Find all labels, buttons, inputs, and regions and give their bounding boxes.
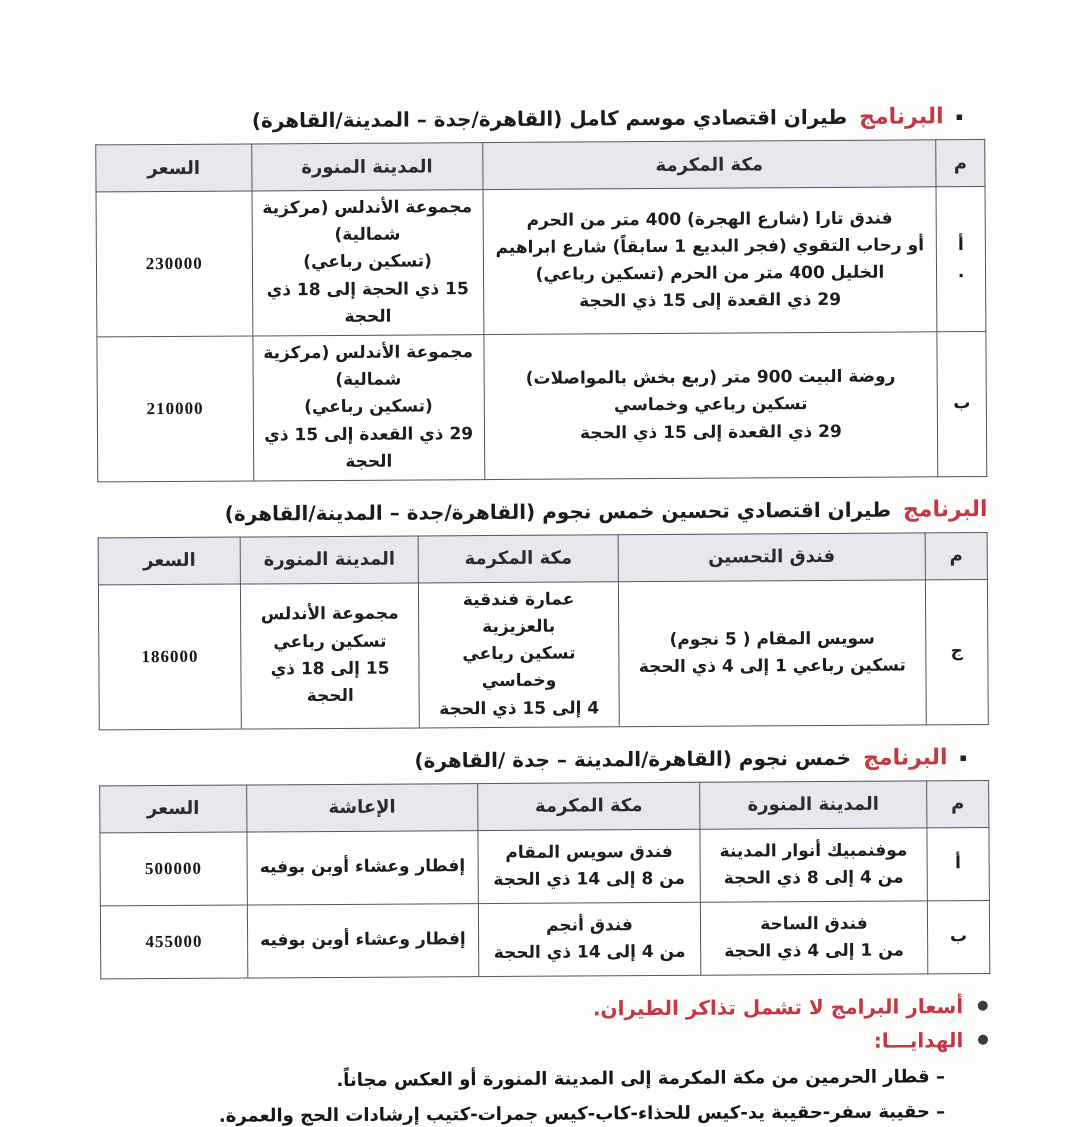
table-row xyxy=(100,827,989,905)
table-3-header-row xyxy=(100,780,989,832)
row-index-cell: أ . xyxy=(936,187,986,332)
table-1-col-index: م xyxy=(936,140,985,187)
note-gifts xyxy=(103,1028,989,1057)
table-1-col-price: السعر xyxy=(96,144,252,192)
table-row xyxy=(96,187,986,337)
madinah-cell: فندق الساحة من 1 إلى 4 ذي الحجة xyxy=(700,901,927,975)
round-bullet-icon: ● xyxy=(977,1032,989,1048)
note-prices xyxy=(102,994,988,1023)
program-2-title: طيران اقتصادي تحسين خمس نجوم (القاهرة/جدة – المدينة/القاهرة) xyxy=(224,497,892,526)
round-bullet-icon: ● xyxy=(977,998,989,1014)
madinah-cell: مجموعة الأندلس (مركزية شمالية) (تسكين رباعي) 15 ذي الحجة إلى 18 ذي الحجة xyxy=(252,190,484,336)
document-content xyxy=(95,104,991,1127)
price-cell: 186000 xyxy=(98,584,241,730)
program-1-title: طيران اقتصادي موسم كامل (القاهرة/جدة – المدينة/القاهرة) xyxy=(251,104,848,133)
row-index-cell: ب xyxy=(927,900,990,973)
program-3-title: خمس نجوم (القاهرة/المدينة – جدة /القاهرة) xyxy=(414,745,852,773)
makkah-cell: روضة البيت 900 متر (ربع بخش بالمواصلات) تسكين رباعي وخماسي 29 ذي القعدة إلى 15 ذي الحجة xyxy=(484,332,938,480)
gift-item-train: – قطار الحرمين من مكة المكرمة إلى المدينة المنورة أو العكس مجاناً. xyxy=(336,1066,946,1091)
program-table-3 xyxy=(99,780,990,979)
madinah-cell: مجموعة الأندلس (مركزية شمالية) (تسكين رباعي) 29 ذي القعدة إلى 15 ذي الحجة xyxy=(252,335,484,481)
table-3-col-madinah: المدينة المنورة xyxy=(700,781,927,829)
table-1-col-makkah: مكة المكرمة xyxy=(482,140,936,190)
footer-notes xyxy=(100,994,991,1127)
table-1-col-madinah: المدينة المنورة xyxy=(251,143,482,191)
makkah-cell: عمارة فندقية بالعزيزية تسكين رباعي وخماسي 4 إلى 15 ذي الحجة xyxy=(418,582,619,728)
program-heading-1 xyxy=(95,104,963,134)
program-3-brand: البرنامج xyxy=(862,745,948,771)
price-cell: 500000 xyxy=(100,832,247,906)
note-prices-text: أسعار البرامج لا تشمل تذاكر الطيران. xyxy=(592,993,964,1021)
gift-item-bag-kit: – حقيبة سفر-حقيبة يد-كيس للحذاء-كاب-كيس جمرات-كتيب إرشادات الحج والعمرة. xyxy=(218,1101,946,1127)
food-cell: إفطار وعشاء أوبن بوفيه xyxy=(247,830,479,904)
row-index-cell: ج xyxy=(925,579,988,724)
makkah-cell: فندق سويس المقام من 8 إلى 14 ذي الحجة xyxy=(478,829,701,903)
table-1-header-row xyxy=(96,140,985,192)
madinah-cell: مجموعة الأندلس تسكين رباعي 15 إلى 18 ذي الحجة xyxy=(241,583,420,729)
note-gifts-text: الهدايـــا: xyxy=(873,1027,964,1053)
table-2-col-makkah: مكة المكرمة xyxy=(418,535,618,583)
table-row xyxy=(100,900,989,978)
table-2-col-index: م xyxy=(925,532,988,579)
program-heading-3 xyxy=(99,745,967,775)
makkah-cell: فندق أنجم من 4 إلى 14 ذي الحجة xyxy=(478,902,701,976)
table-row xyxy=(98,579,988,729)
program-1-brand: البرنامج xyxy=(859,104,944,130)
table-3-col-index: م xyxy=(926,780,989,827)
table-3-col-makkah: مكة المكرمة xyxy=(477,782,700,830)
program-heading-2 xyxy=(97,497,987,527)
table-2-header-row xyxy=(98,532,987,584)
food-cell: إفطار وعشاء أوبن بوفيه xyxy=(247,903,479,977)
square-bullet-icon: ▪ xyxy=(955,110,964,124)
makkah-cell: فندق تارا (شارع الهجرة) 400 متر من الحرم أو رحاب التقوي (فجر البديع 1 سابقاً) شارع ابراهيم الخليل 400 متر من الحرم (تسكين رباعي) 29 ذي القعدة إلى 15 ذي الحجة xyxy=(483,187,937,335)
row-index-cell: أ xyxy=(927,827,990,900)
program-table-1 xyxy=(95,139,987,482)
table-2-col-hotel: فندق التحسين xyxy=(618,533,925,582)
program-2-brand: البرنامج xyxy=(902,496,988,523)
price-cell: 210000 xyxy=(97,336,253,482)
hotel-cell: سويس المقام ( 5 نجوم) تسكين رباعي 1 إلى 4 ذي الحجة xyxy=(618,580,926,727)
madinah-cell: موفنمبيك أنوار المدينة من 4 إلى 8 ذي الحجة xyxy=(700,828,927,902)
table-2-col-madinah: المدينة المنورة xyxy=(240,536,418,584)
program-table-2 xyxy=(98,532,989,730)
row-index-cell: ب xyxy=(937,331,987,476)
price-cell: 230000 xyxy=(96,191,252,337)
table-row xyxy=(97,331,987,481)
table-3-col-price: السعر xyxy=(100,785,247,833)
table-2-col-price: السعر xyxy=(98,537,241,585)
table-3-col-food: الإعاشة xyxy=(246,783,477,831)
price-cell: 455000 xyxy=(100,905,247,979)
square-bullet-icon: ▪ xyxy=(959,750,968,764)
